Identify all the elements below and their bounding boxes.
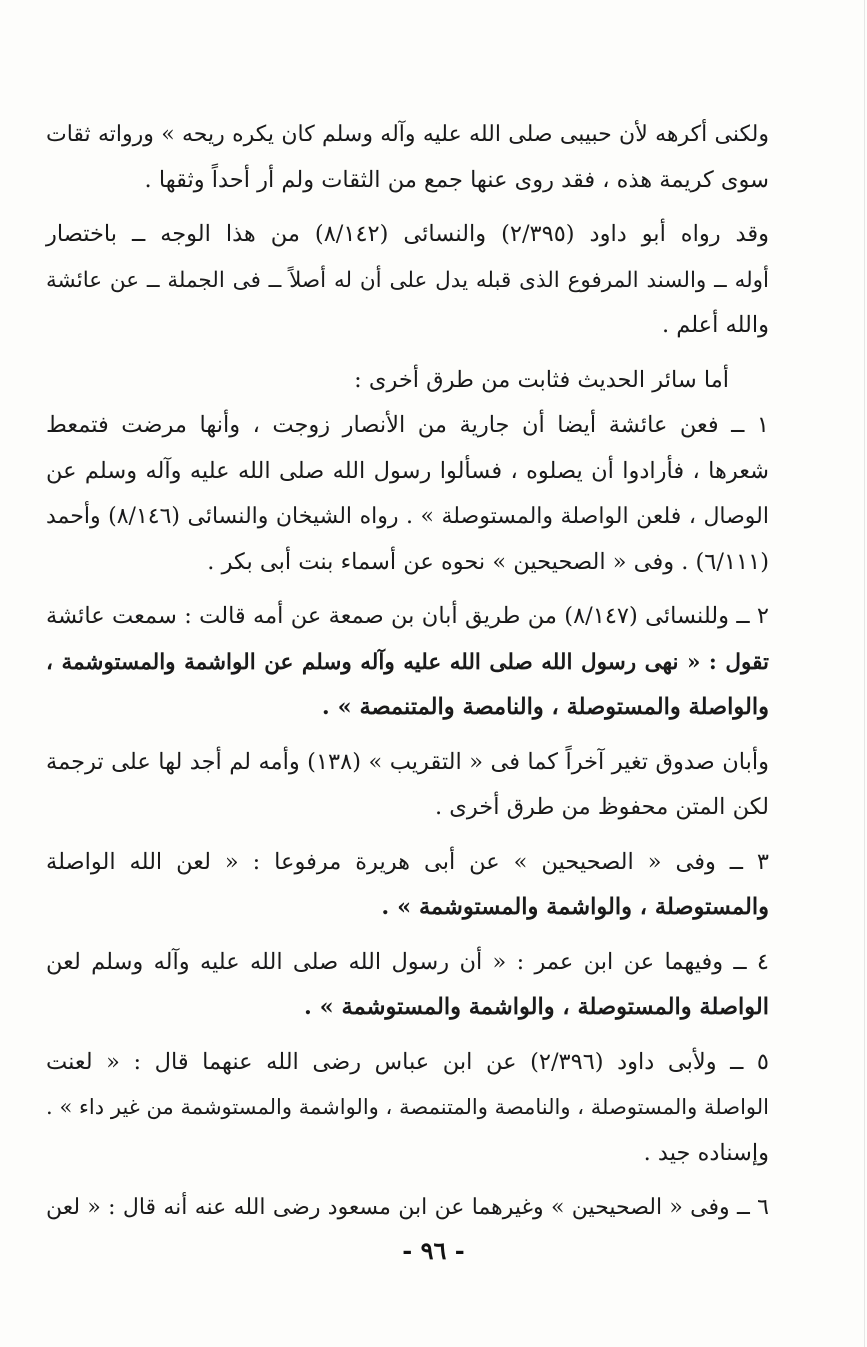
- text-line: الواصلة والمستوصلة ، والواشمة والمستوشمة » .: [304, 994, 769, 1020]
- text-line: (٦/١١١) . وفى « الصحيحين » نحوه عن أسماء بنت أبى بكر .: [207, 548, 769, 575]
- text-line: سوى كريمة هذه ، فقد روى عنها جمع من الثقات ولم أر أحداً وثقها .: [144, 166, 769, 193]
- paragraph-6: [46, 740, 769, 831]
- paragraph-3: [46, 358, 769, 404]
- text-line: تقول : « نهى رسول الله صلى الله عليه وآله وسلم عن الواشمة والمستوشمة ،: [46, 649, 769, 675]
- text-line: الوصال ، فلعن الواصلة والمستوصلة » . رواه الشيخان والنسائى (٨/١٤٦) وأحمد: [46, 504, 769, 529]
- text-line: وأبان صدوق تغير آخراً كما فى « التقريب » (١٣٨) وأمه لم أجد لها على ترجمة: [46, 748, 769, 775]
- paragraph-4: [46, 403, 769, 585]
- text-line: ٦ ــ وفى « الصحيحين » وغيرهما عن ابن مسعود رضى الله عنه أنه قال : « لعن: [46, 1195, 769, 1220]
- paragraph-8: [46, 940, 769, 1031]
- paragraph-2: [46, 212, 769, 349]
- text-line: وقد رواه أبو داود (٢/٣٩٥) والنسائى (٨/١٤٢) من هذا الوجه ــ باختصار: [46, 221, 769, 247]
- paragraph-5: [46, 594, 769, 731]
- text-line: لكن المتن محفوظ من طرق أخرى .: [434, 794, 769, 820]
- text-line: الواصلة والمستوصلة ، والنامصة والمتنمصة ، والواشمة والمستوشمة من غير داء » .: [46, 1095, 769, 1119]
- paragraph-9: [46, 1040, 769, 1177]
- paragraph-1: [46, 112, 769, 203]
- paragraph-7: [46, 840, 769, 931]
- text-line: وإسناده جيد .: [643, 1139, 769, 1166]
- text-line: والواصلة والمستوصلة ، والنامصة والمتنمصة » .: [321, 694, 769, 720]
- paragraph-10: [46, 1185, 769, 1231]
- text-line: والله أعلم .: [661, 312, 769, 338]
- body-text: [46, 112, 769, 1240]
- text-line: ٢ ــ وللنسائى (٨/١٤٧) من طريق أبان بن صمعة عن أمه قالت : سمعت عائشة: [46, 603, 770, 629]
- text-line: ٥ ــ ولأبى داود (٢/٣٩٦) عن ابن عباس رضى الله عنهما قال : « لعنت: [46, 1048, 769, 1075]
- page-number: - ٩٦ -: [402, 1236, 465, 1265]
- page-edge: [864, 0, 865, 1347]
- text-line: ٣ ــ وفى « الصحيحين » عن أبى هريرة مرفوعا : « لعن الله الواصلة: [46, 848, 769, 875]
- text-line: ولكنى أكرهه لأن حبيبى صلى الله عليه وآله وسلم كان يكره ريحه » ورواته ثقات: [46, 122, 769, 147]
- text-line: أوله ــ والسند المرفوع الذى قبله يدل على أن له أصلاً ــ فى الجملة ــ عن عائشة: [46, 267, 769, 293]
- text-line: شعرها ، فأرادوا أن يصلوه ، فسألوا رسول الله صلى الله عليه وآله وسلم عن: [46, 457, 769, 484]
- text-line: والمستوصلة ، والواشمة والمستوشمة » .: [381, 894, 769, 920]
- text-line: أما سائر الحديث فثابت من طرق أخرى :: [354, 366, 729, 393]
- text-line: ٤ ــ وفيهما عن ابن عمر : « أن رسول الله صلى الله عليه وآله وسلم لعن: [46, 948, 769, 975]
- text-line: ١ ــ فعن عائشة أيضا أن جارية من الأنصار زوجت ، وأنها مرضت فتمعط: [46, 412, 769, 438]
